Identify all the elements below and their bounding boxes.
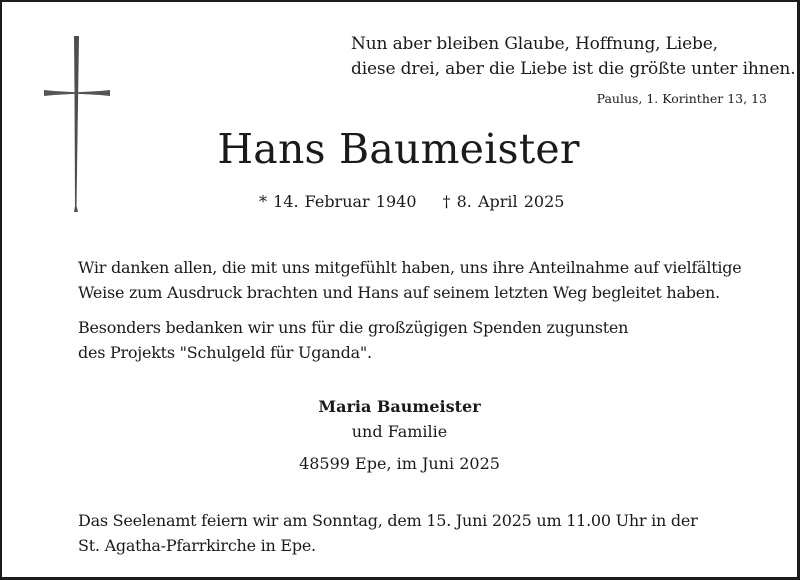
verse-source: Paulus, 1. Korinther 13, 13 — [596, 91, 767, 106]
text-line: Das Seelenamt feiern wir am Sonntag, dem 15. Juni 2025 um 11.00 Uhr in der — [78, 511, 698, 530]
donation-paragraph — [78, 315, 628, 365]
birth-date: * 14. Februar 1940 — [259, 192, 417, 211]
death-date: † 8. April 2025 — [442, 192, 565, 211]
place-date: 48599 Epe, im Juni 2025 — [299, 454, 500, 473]
thanks-paragraph — [78, 255, 741, 305]
text-line: Besonders bedanken wir uns für die großzügigen Spenden zugunsten — [78, 318, 629, 337]
bible-verse — [351, 32, 795, 82]
text-line: des Projekts "Schulgeld für Uganda". — [78, 343, 372, 362]
text-line: St. Agatha-Pfarrkirche in Epe. — [78, 536, 316, 555]
signer-family: und Familie — [351, 422, 448, 441]
verse-line: diese drei, aber die Liebe ist die größte unter ihnen. — [351, 59, 796, 79]
cross-icon — [42, 36, 112, 212]
text-line: Weise zum Ausdruck brachten und Hans auf seinem letzten Weg begleitet haben. — [78, 283, 720, 302]
text-line: Wir danken allen, die mit uns mitgefühlt haben, uns ihre Anteilnahme auf vielfältige — [78, 258, 742, 277]
life-dates — [259, 192, 564, 211]
verse-line: Nun aber bleiben Glaube, Hoffnung, Liebe, — [351, 34, 718, 54]
signer-name: Maria Baumeister — [318, 397, 481, 416]
service-paragraph — [78, 508, 698, 558]
deceased-name: Hans Baumeister — [217, 125, 580, 173]
